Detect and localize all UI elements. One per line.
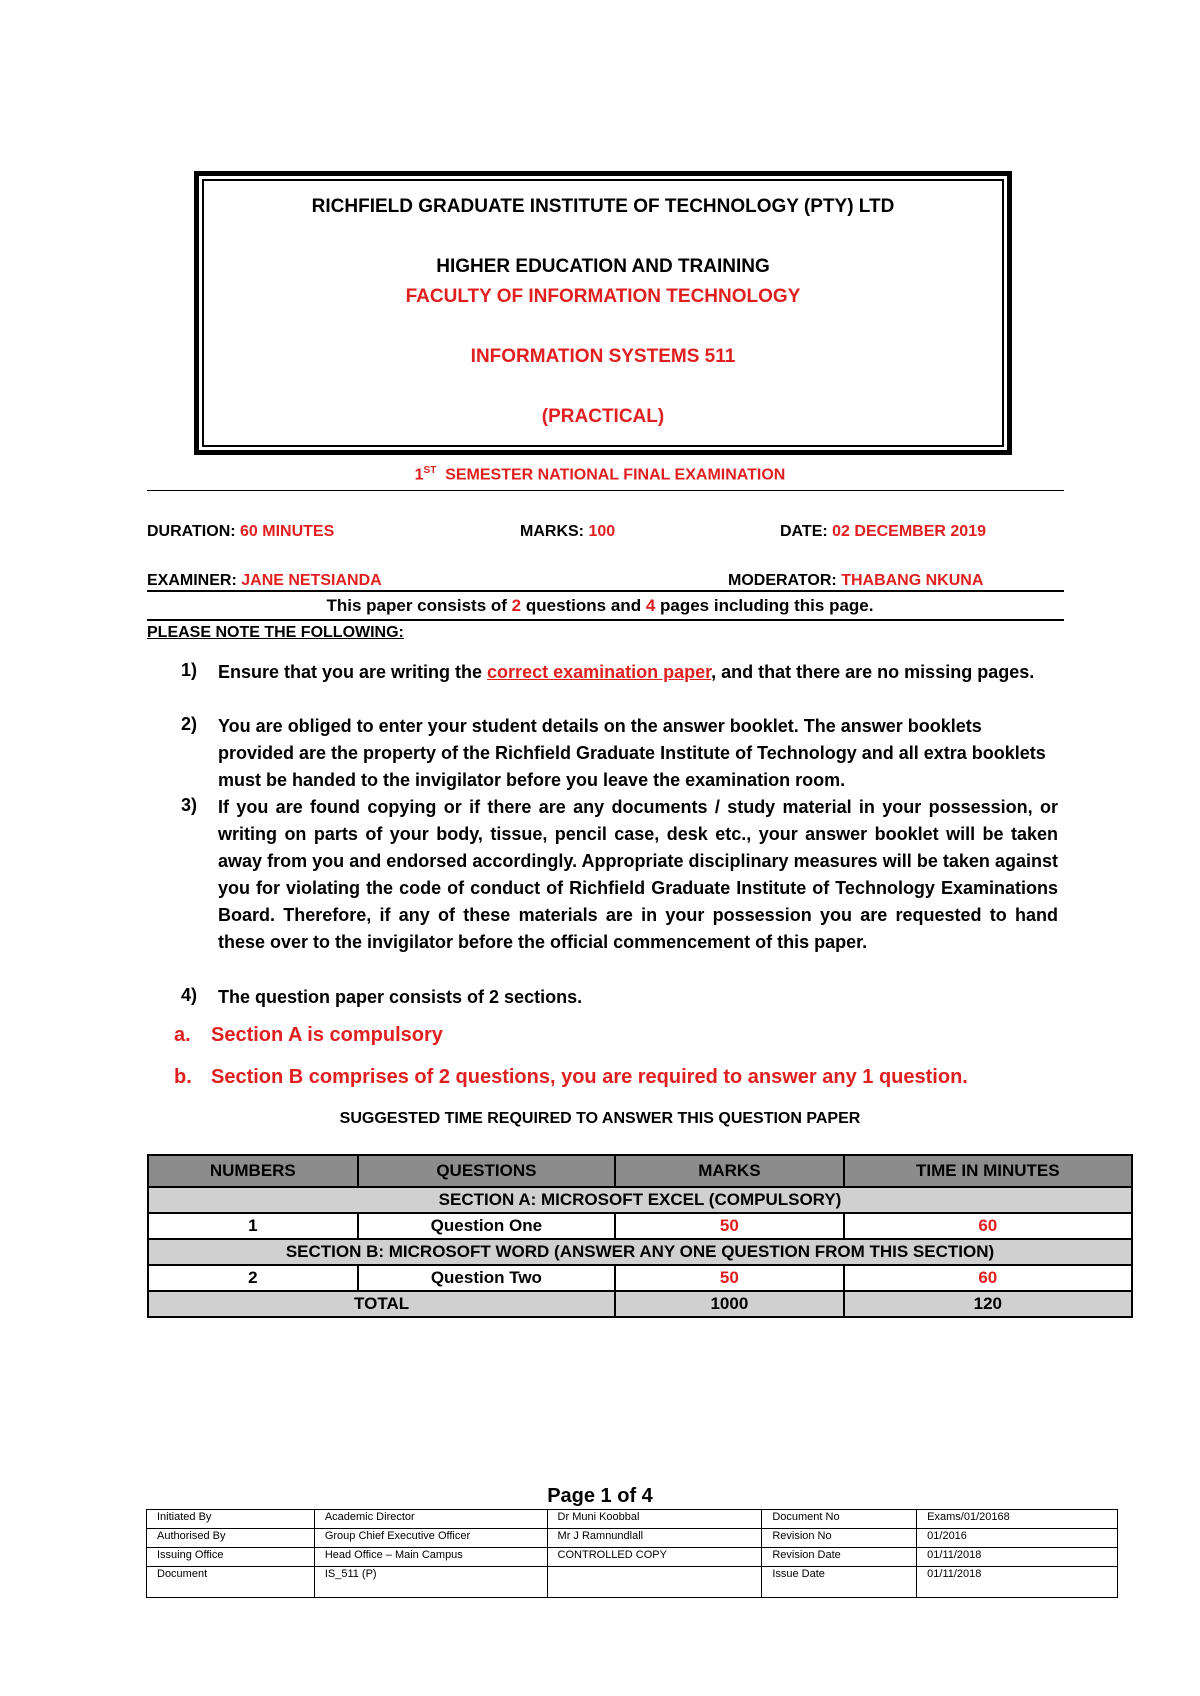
- row-1-number: 1: [148, 1213, 358, 1239]
- date-value: 02 DECEMBER 2019: [832, 523, 986, 540]
- total-row: [148, 1291, 1132, 1317]
- note-2-number: 2): [181, 714, 198, 734]
- marks-label: MARKS:: [520, 523, 584, 540]
- note-1-text-b: , and that there are no missing pages.: [711, 662, 1035, 682]
- paper-consists-text-a: This paper consists of: [326, 596, 512, 615]
- row-1-time: 60: [844, 1213, 1132, 1239]
- header-numbers: NUMBERS: [148, 1155, 358, 1187]
- marks-value: 100: [588, 523, 616, 540]
- table-row: [147, 1529, 1118, 1548]
- module-name: INFORMATION SYSTEMS 511: [470, 346, 736, 367]
- summary-table: [147, 1154, 1133, 1318]
- department-name: HIGHER EDUCATION AND TRAINING: [436, 256, 770, 277]
- paper-type: (PRACTICAL): [541, 406, 665, 427]
- footer-cell: Authorised By: [147, 1529, 315, 1548]
- divider-top: [147, 490, 1064, 491]
- section-a-letter: a.: [174, 1024, 191, 1046]
- examiner-label: EXAMINER:: [147, 572, 237, 589]
- total-label: TOTAL: [148, 1291, 615, 1317]
- row-2-number: 2: [148, 1265, 358, 1291]
- table-row: [148, 1265, 1132, 1291]
- notes-heading: PLEASE NOTE THE FOLLOWING:: [147, 624, 404, 641]
- page-number: [0, 1485, 1200, 1508]
- page-of: of: [611, 1485, 642, 1507]
- duration-value: 60 MINUTES: [240, 523, 335, 540]
- paper-consists-text-b: questions and: [521, 596, 646, 615]
- row-1-marks: 50: [615, 1213, 843, 1239]
- section-a-note: Section A is compulsory: [211, 1024, 443, 1046]
- date-label: DATE:: [780, 523, 828, 540]
- note-1-text-a: Ensure that you are writing the: [218, 662, 488, 682]
- header-questions: QUESTIONS: [358, 1155, 616, 1187]
- duration: [147, 523, 334, 541]
- footer-cell: Issuing Office: [147, 1548, 315, 1567]
- divider-consists: [147, 619, 1064, 621]
- section-a-label: SECTION A: MICROSOFT EXCEL (COMPULSORY): [148, 1187, 1132, 1213]
- footer-cell: Exams/01/20168: [917, 1510, 1118, 1529]
- date: [780, 523, 986, 541]
- total-pages: 4: [641, 1485, 653, 1507]
- moderator-label: MODERATOR:: [728, 572, 837, 589]
- current-page: 1: [600, 1485, 612, 1507]
- footer-cell: Initiated By: [147, 1510, 315, 1529]
- marks: [520, 523, 615, 541]
- institution-name: RICHFIELD GRADUATE INSTITUTE OF TECHNOLOGY (PTY) LTD: [311, 196, 895, 217]
- paper-consists: [0, 596, 1200, 616]
- note-4-number: 4): [181, 985, 198, 1005]
- page-count: 4: [645, 596, 656, 615]
- footer-cell: [547, 1567, 762, 1598]
- note-1-number: 1): [181, 660, 198, 680]
- examiner-value: JANE NETSIANDA: [241, 572, 382, 589]
- footer-cell: Issue Date: [762, 1567, 917, 1598]
- row-2-marks: 50: [615, 1265, 843, 1291]
- exam-title: [0, 465, 1200, 484]
- table-row: [148, 1213, 1132, 1239]
- summary-title: SUGGESTED TIME REQUIRED TO ANSWER THIS QUESTION PAPER: [339, 1110, 861, 1127]
- footer-cell: Mr J Ramnundlall: [547, 1529, 762, 1548]
- note-2: You are obliged to enter your student details on the answer booklet. The answer booklets provided are the property of the Richfield Graduate Institute of Technology and all extra booklets must be handed to the invigilator before you leave the examination room.: [218, 716, 1046, 790]
- page-word: Page: [547, 1485, 601, 1507]
- footer-cell: Revision Date: [762, 1548, 917, 1567]
- total-time: 120: [844, 1291, 1132, 1317]
- semester-superscript: ST: [423, 465, 437, 476]
- duration-label: DURATION:: [147, 523, 236, 540]
- footer-cell: IS_511 (P): [314, 1567, 547, 1598]
- moderator: [728, 572, 983, 590]
- footer-cell: Revision No: [762, 1529, 917, 1548]
- table-row: [147, 1510, 1118, 1529]
- document-control-table: [146, 1509, 1118, 1598]
- note-3-number: 3): [181, 795, 198, 815]
- section-a-row: [148, 1187, 1132, 1213]
- question-count: 2: [511, 596, 522, 615]
- table-row: [147, 1548, 1118, 1567]
- footer-cell: Academic Director: [314, 1510, 547, 1529]
- row-2-time: 60: [844, 1265, 1132, 1291]
- section-b-letter: b.: [174, 1066, 192, 1088]
- semester-number: 1: [414, 466, 424, 484]
- title-box: [194, 171, 1012, 455]
- note-3: If you are found copying or if there are any documents / study material in your possession, or writing on parts of your body, tissue, pencil case, desk etc., your answer booklet will be taken away from you and endorsed accordingly. Appropriate disciplinary measures will be taken against you for violating the code of conduct of Richfield Graduate Institute of Technology Examinations Board. Therefore, if any of these materials are in your possession you are requested to hand these over to the invigilator before the official commencement of this paper.: [218, 797, 1058, 952]
- row-2-question: Question Two: [358, 1265, 616, 1291]
- header-time: TIME IN MINUTES: [844, 1155, 1132, 1187]
- paper-consists-text-c: pages including this page.: [655, 596, 874, 615]
- footer-cell: Document No: [762, 1510, 917, 1529]
- examiner: [147, 572, 382, 590]
- footer-cell: 01/2016: [917, 1529, 1118, 1548]
- summary-header-row: [148, 1155, 1132, 1187]
- footer-cell: Dr Muni Koobbal: [547, 1510, 762, 1529]
- divider-examiner: [147, 590, 1064, 592]
- exam-title-text: SEMESTER NATIONAL FINAL EXAMINATION: [445, 466, 786, 484]
- table-row: [147, 1567, 1118, 1598]
- moderator-value: THABANG NKUNA: [841, 572, 984, 589]
- footer-cell: Document: [147, 1567, 315, 1598]
- header-marks: MARKS: [615, 1155, 843, 1187]
- section-b-label: SECTION B: MICROSOFT WORD (ANSWER ANY ONE QUESTION FROM THIS SECTION): [148, 1239, 1132, 1265]
- section-b-row: [148, 1239, 1132, 1265]
- footer-cell: Group Chief Executive Officer: [314, 1529, 547, 1548]
- note-1: [218, 659, 1058, 686]
- footer-cell: 01/11/2018: [917, 1567, 1118, 1598]
- total-marks: 1000: [615, 1291, 843, 1317]
- footer-cell: CONTROLLED COPY: [547, 1548, 762, 1567]
- note-4: The question paper consists of 2 sections.: [218, 987, 583, 1007]
- footer-cell: 01/11/2018: [917, 1548, 1118, 1567]
- row-1-question: Question One: [358, 1213, 616, 1239]
- correct-paper-emphasis: correct examination paper: [487, 662, 712, 682]
- footer-cell: Head Office – Main Campus: [314, 1548, 547, 1567]
- section-b-note: Section B comprises of 2 questions, you are required to answer any 1 question.: [211, 1066, 968, 1088]
- faculty-name: FACULTY OF INFORMATION TECHNOLOGY: [405, 286, 801, 307]
